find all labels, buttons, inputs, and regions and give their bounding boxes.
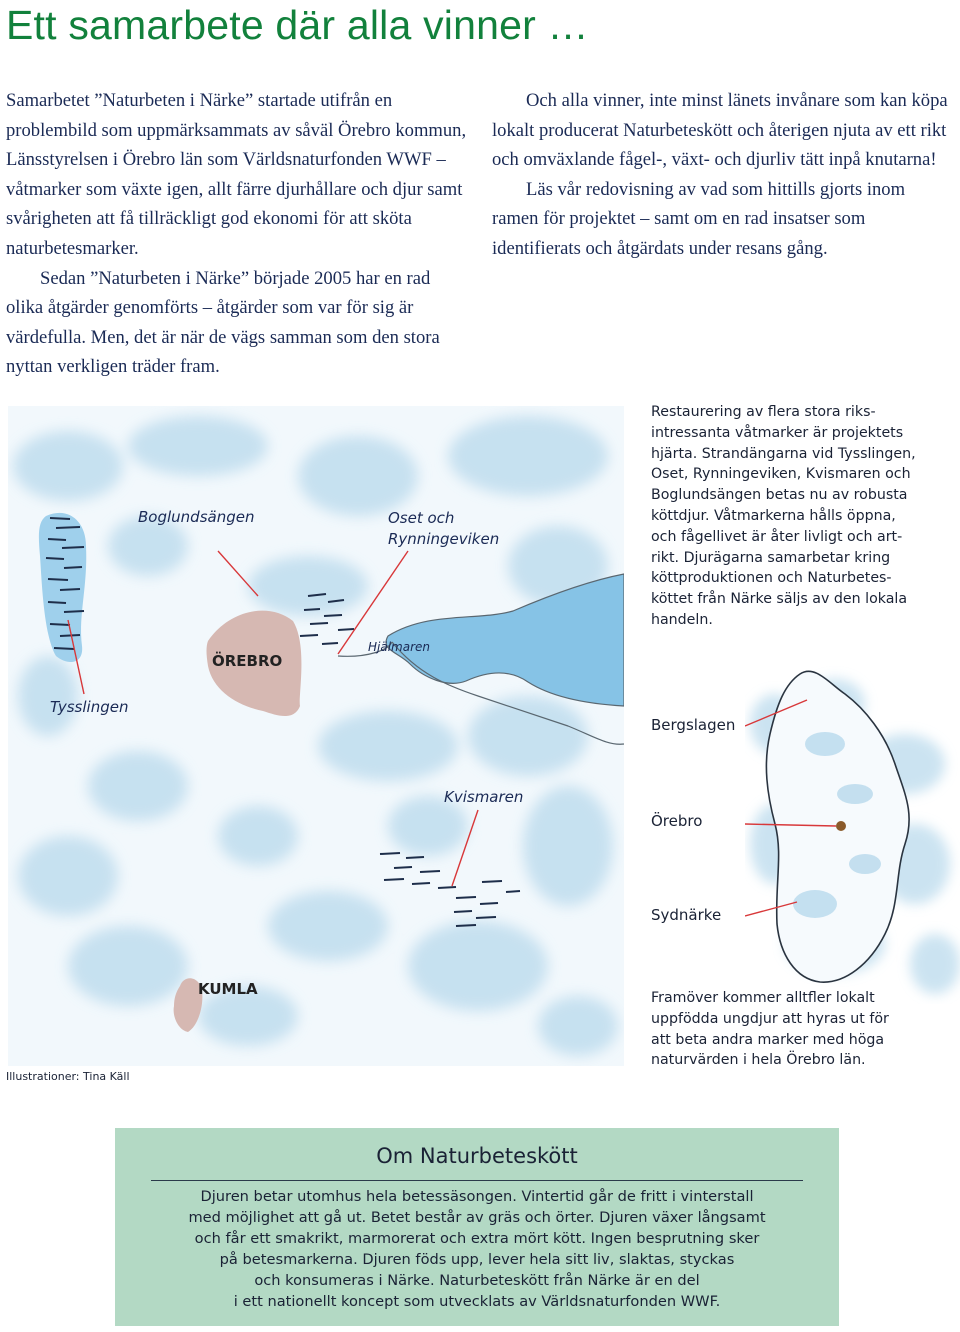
label-kumla: KUMLA (198, 980, 258, 998)
info-box-divider (151, 1180, 803, 1181)
label-bergslagen: Bergslagen (651, 716, 736, 734)
info-box-line: Djuren betar utomhus hela betessäsongen. Vintertid går de fritt i vinterstall (200, 1188, 754, 1205)
illustration-credit: Illustrationer: Tina Käll (6, 1070, 130, 1083)
info-box (115, 1128, 839, 1326)
wetlands-map (8, 406, 624, 1066)
intro-paragraph-4: Läs vår redovisning av vad som hittills gjorts inom ramen för projektet – samt om en rad insatser som identifierats och åtgärdats under resans gång. (492, 178, 906, 259)
label-boglundsangen: Boglundsängen (138, 508, 255, 526)
info-box-line: på betesmarkerna. Djuren föds upp, lever hela sitt liv, slaktas, styckas (219, 1251, 735, 1268)
intro-paragraph-3: Och alla vinner, inte minst länets invånare som kan köpa lokalt producerat Naturbeteskött och återigen njuta av ett rikt och omväxlande fågel-, växt- och djurliv tätt inpå knutarna! (492, 90, 948, 171)
intro-column-right (492, 86, 952, 264)
intro-paragraph-1: Samarbetet ”Naturbeten i Närke” startade utifrån en problembild som uppmärksammats av såväl Örebro kommun, Länsstyrelsen i Örebro län som Världsnaturfonden WWF – våtmarker som växte igen, allt färre djurhållare och djur samt svårigheten att få tillräckligt god ekonomi för att sköta naturbetesmarker. (6, 90, 467, 259)
info-box-text (135, 1186, 819, 1312)
info-box-line: och får ett smakrikt, marmorerat och extra mört kött. Ingen besprutning sker (194, 1230, 760, 1247)
label-tysslingen: Tysslingen (50, 698, 129, 716)
info-box-title: Om Naturbeteskött (376, 1144, 578, 1168)
page-title: Ett samarbete där alla vinner … (6, 2, 589, 48)
label-kvismaren: Kvismaren (444, 788, 524, 806)
intro-column-left (6, 86, 468, 382)
label-sydnarke: Sydnärke (651, 906, 722, 924)
label-oset-rynningeviken: Oset och Rynningeviken (388, 509, 500, 548)
info-box-line: och konsumeras i Närke. Naturbeteskött från Närke är en del (254, 1272, 700, 1289)
info-box-line: med möjlighet att gå ut. Betet består av gräs och örter. Djuren växer långsamt (188, 1209, 766, 1226)
label-hjalmaren: Hjälmaren (368, 640, 431, 654)
orebro-marker (836, 821, 846, 831)
side-text-wetlands: Restaurering av flera stora riks- intressanta våtmarker är projektets hjärta. Strandängarna vid Tysslingen, Oset, Rynningeviken, Kvismaren och Boglundsängen betas nu av robusta köttdjur. Våtmarkerna hålls öppna, och fågellivet är åter livligt och art- rikt. Djurägarna samarbetar kring köttproduktionen och Naturbetes- köttet från Närke säljs av den lokala handeln. (651, 404, 916, 628)
county-inset-map (745, 664, 960, 1004)
side-text-future: Framöver kommer alltfler lokalt uppfödda ungdjur att hyras ut för att beta andra marker med höga naturvärden i hela Örebro län. (651, 990, 889, 1069)
info-box-line: i ett nationellt koncept som utvecklats av Världsnaturfonden WWF. (233, 1293, 721, 1310)
intro-paragraph-2: Sedan ”Naturbeten i Närke” började 2005 har en rad olika åtgärder genomförts – åtgärder som var för sig är värdefulla. Men, det är när de vägs samman som den stora nyttan verkligen träder fram. (6, 267, 440, 378)
label-orebro-inset: Örebro (651, 812, 703, 830)
label-orebro-town: ÖREBRO (212, 652, 283, 670)
